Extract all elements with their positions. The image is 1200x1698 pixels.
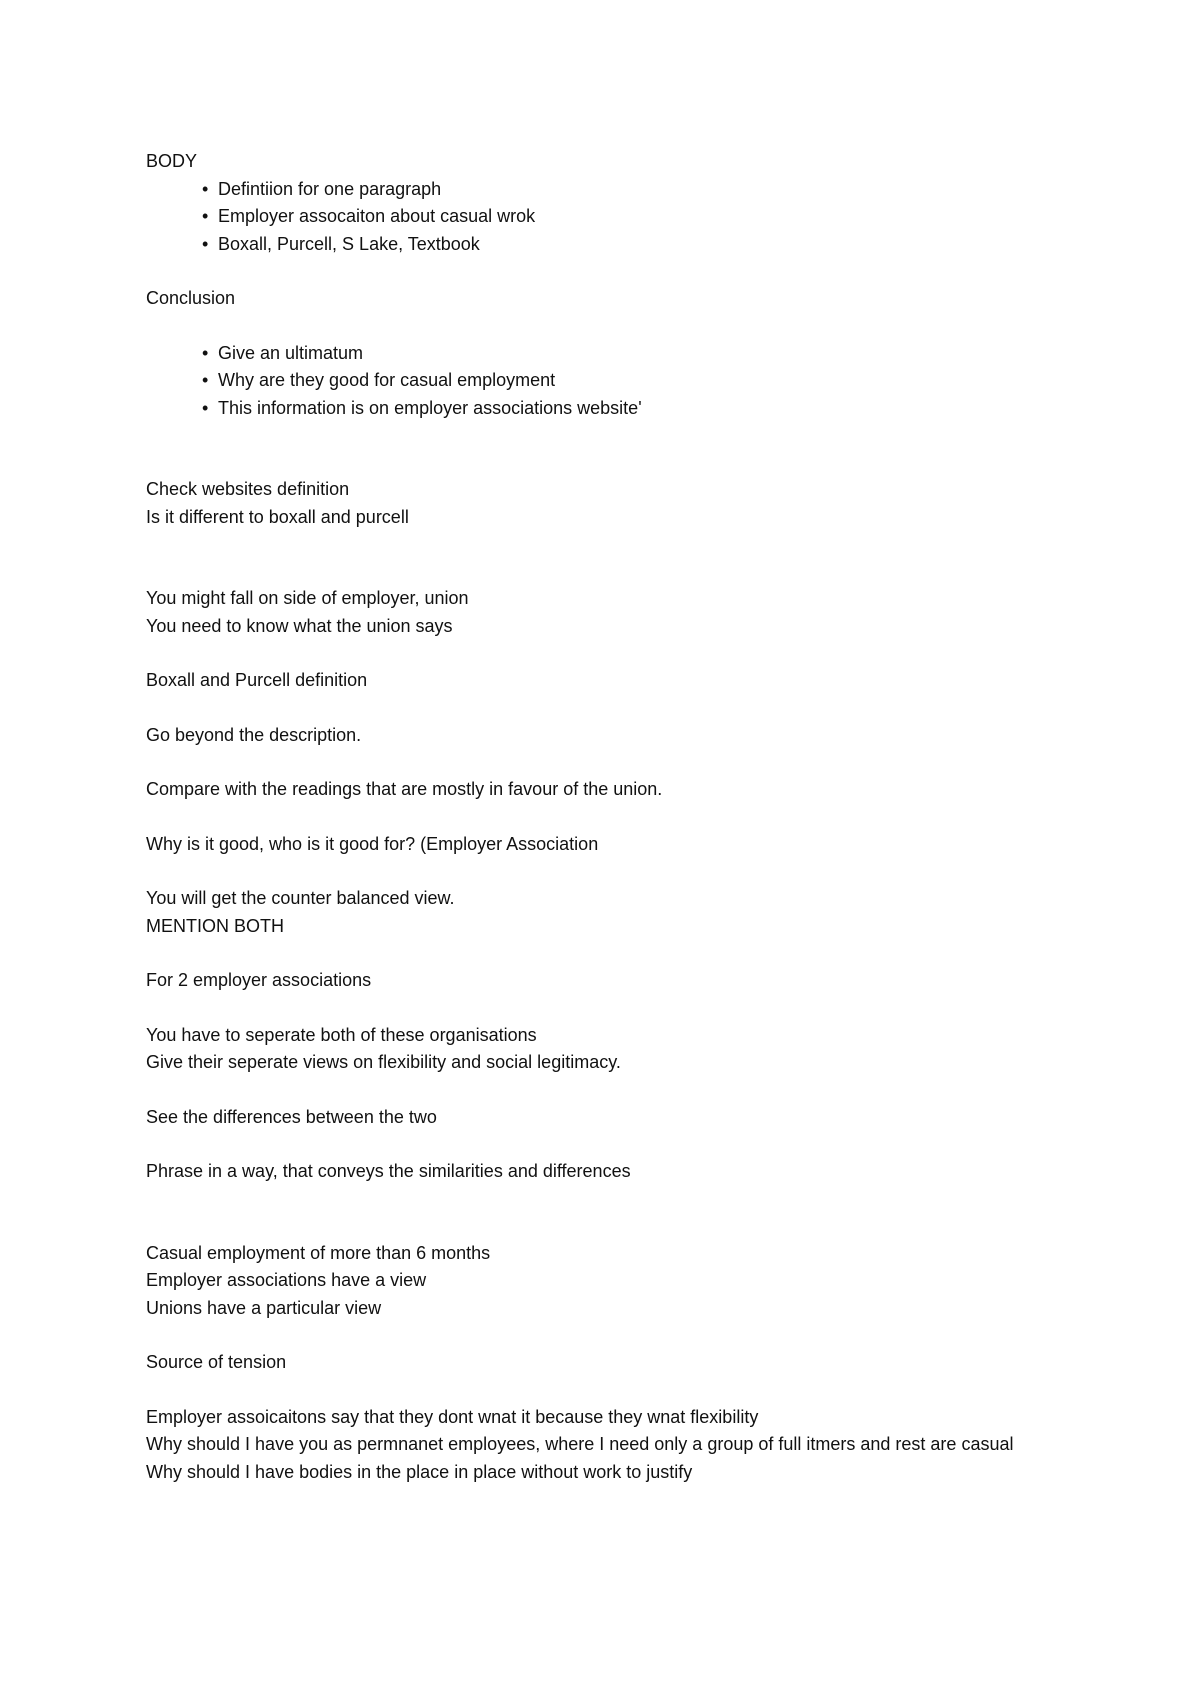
note-line: Compare with the readings that are mostly in favour of the union. [146, 779, 663, 799]
note-line: Casual employment of more than 6 months [146, 1242, 491, 1263]
spacer [146, 258, 1046, 285]
note-line: Why is it good, who is it good for? (Employer Association [146, 833, 599, 854]
bullet-dot-icon: • [202, 233, 209, 254]
note-line: You might fall on side of employer, union [146, 588, 469, 608]
note-line: You will get the counter balanced view. [146, 888, 455, 908]
bullet-dot-icon: • [202, 178, 209, 199]
spacer [146, 422, 1046, 476]
conclusion-bullet-item [202, 395, 1046, 423]
spacer [146, 1077, 1046, 1104]
spacer [146, 695, 1046, 722]
spacer [146, 858, 1046, 885]
conclusion-heading: Conclusion [146, 288, 236, 308]
bullet-dot-icon: • [202, 397, 209, 418]
body-bullet-item [202, 203, 1046, 231]
note-line: Employer assoicaitons say that they dont wnat it because they wnat flexibility [146, 1406, 759, 1427]
note-line: Go beyond the description. [146, 724, 362, 745]
note-line: Source of tension [146, 1352, 287, 1372]
note-line: Unions have a particular view [146, 1297, 382, 1318]
spacer [146, 1377, 1046, 1404]
bullet-dot-icon: • [202, 370, 209, 390]
note-line: Phrase in a way, that conveys the similarities and differences [146, 1161, 631, 1181]
bullet-text: Employer assocaiton about casual wrok [218, 206, 536, 226]
note-line: You have to seperate both of these organisations [146, 1024, 537, 1045]
bullet-text: This information is on employer associations website' [218, 397, 642, 418]
note-line: For 2 employer associations [146, 970, 372, 990]
spacer [146, 1131, 1046, 1158]
spacer [146, 313, 1046, 340]
conclusion-bullet-list [146, 340, 1046, 423]
note-line: MENTION BOTH [146, 915, 284, 936]
bullet-text: Defintiion for one paragraph [218, 178, 442, 199]
body-bullet-list [146, 176, 1046, 259]
body-heading: BODY [146, 151, 198, 171]
body-bullet-item [202, 176, 1046, 204]
conclusion-bullet-item [202, 367, 1046, 395]
bullet-dot-icon: • [202, 206, 209, 226]
note-line: You need to know what the union says [146, 615, 453, 636]
conclusion-bullet-item [202, 340, 1046, 368]
note-line: Boxall and Purcell definition [146, 670, 368, 690]
note-line: Why should I have bodies in the place in place without work to justify [146, 1461, 693, 1482]
bullet-text: Boxall, Purcell, S Lake, Textbook [218, 233, 480, 254]
note-line: Employer associations have a view [146, 1270, 427, 1290]
note-line: Give their seperate views on flexibility and social legitimacy. [146, 1052, 621, 1072]
bullet-text: Give an ultimatum [218, 342, 364, 363]
note-line: See the differences between the two [146, 1106, 437, 1127]
spacer [146, 804, 1046, 831]
bullet-dot-icon: • [202, 342, 209, 363]
spacer [146, 749, 1046, 776]
document-content [146, 148, 1046, 1486]
spacer [146, 1186, 1046, 1240]
spacer [146, 531, 1046, 585]
spacer [146, 940, 1046, 967]
note-line: Check websites definition [146, 479, 350, 499]
spacer [146, 1322, 1046, 1349]
body-bullet-item [202, 231, 1046, 259]
note-line: Is it different to boxall and purcell [146, 506, 409, 527]
spacer [146, 640, 1046, 667]
bullet-text: Why are they good for casual employment [218, 370, 556, 390]
spacer [146, 995, 1046, 1022]
note-line: Why should I have you as permnanet employees, where I need only a group of full itmers and rest are casual [146, 1434, 1014, 1454]
